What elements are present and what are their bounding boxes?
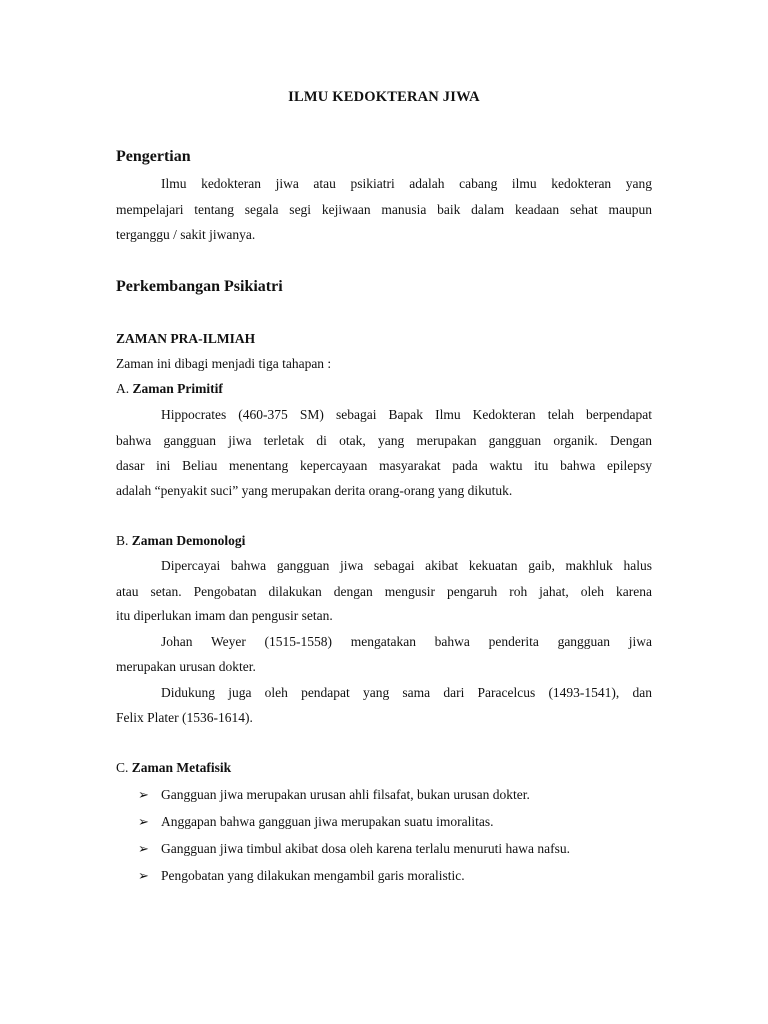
paragraph-line: merupakan urusan dokter. <box>116 659 256 674</box>
list-item: Gangguan jiwa merupakan urusan ahli filsafat, bukan urusan dokter. <box>161 787 530 802</box>
document-title: ILMU KEDOKTERAN JIWA <box>288 89 480 105</box>
subsection-heading-c <box>116 759 231 777</box>
paragraph-line: bahwa gangguan jiwa terletak di otak, yang merupakan gangguan organik. Dengan <box>116 433 652 448</box>
paragraph-line: adalah “penyakit suci” yang merupakan derita orang-orang yang dikutuk. <box>116 483 513 498</box>
section-heading-perkembangan: Perkembangan Psikiatri <box>116 278 283 295</box>
list-item: Pengobatan yang dilakukan mengambil garis moralistic. <box>161 868 465 883</box>
subsection-heading-pra-ilmiah: ZAMAN PRA-ILMIAH <box>116 331 256 346</box>
subsection-heading-b <box>116 532 245 550</box>
paragraph-line: Hippocrates (460-375 SM) sebagai Bapak Ilmu Kedokteran telah berpendapat <box>161 407 652 422</box>
paragraph-line: Dipercayai bahwa gangguan jiwa sebagai akibat kekuatan gaib, makhluk halus <box>161 558 652 573</box>
paragraph-line: dasar ini Beliau menentang kepercayaan masyarakat pada waktu itu bahwa epilepsy <box>116 458 652 473</box>
heading-label: Zaman Demonologi <box>131 533 246 548</box>
heading-label: Zaman Metafisik <box>131 760 232 775</box>
paragraph-line: Didukung juga oleh pendapat yang sama dari Paracelcus (1493-1541), dan <box>161 685 652 700</box>
paragraph-line: terganggu / sakit jiwanya. <box>116 227 256 242</box>
list-prefix: A. <box>116 381 130 396</box>
list-prefix: C. <box>116 760 129 775</box>
paragraph-line: Johan Weyer (1515-1558) mengatakan bahwa penderita gangguan jiwa <box>161 634 652 649</box>
arrow-bullet-icon: ➢ <box>138 841 149 856</box>
paragraph-line: itu diperlukan imam dan pengusir setan. <box>116 608 333 623</box>
paragraph-line: mempelajari tentang segala segi kejiwaan manusia baik dalam keadaan sehat maupun <box>116 202 652 217</box>
list-prefix: B. <box>116 533 129 548</box>
arrow-bullet-icon: ➢ <box>138 787 149 802</box>
section-heading-pengertian: Pengertian <box>116 148 191 165</box>
intro-text: Zaman ini dibagi menjadi tiga tahapan : <box>116 356 332 371</box>
heading-label: Zaman Primitif <box>132 381 223 396</box>
list-item: Gangguan jiwa timbul akibat dosa oleh karena terlalu menuruti hawa nafsu. <box>161 841 570 856</box>
arrow-bullet-icon: ➢ <box>138 814 149 829</box>
subsection-heading-a <box>116 380 223 398</box>
paragraph-line: atau setan. Pengobatan dilakukan dengan mengusir pengaruh roh jahat, oleh karena <box>116 584 652 599</box>
paragraph-line: Felix Plater (1536-1614). <box>116 710 253 725</box>
paragraph-line: Ilmu kedokteran jiwa atau psikiatri adalah cabang ilmu kedokteran yang <box>161 176 652 191</box>
arrow-bullet-icon: ➢ <box>138 868 149 883</box>
list-item: Anggapan bahwa gangguan jiwa merupakan suatu imoralitas. <box>161 814 494 829</box>
